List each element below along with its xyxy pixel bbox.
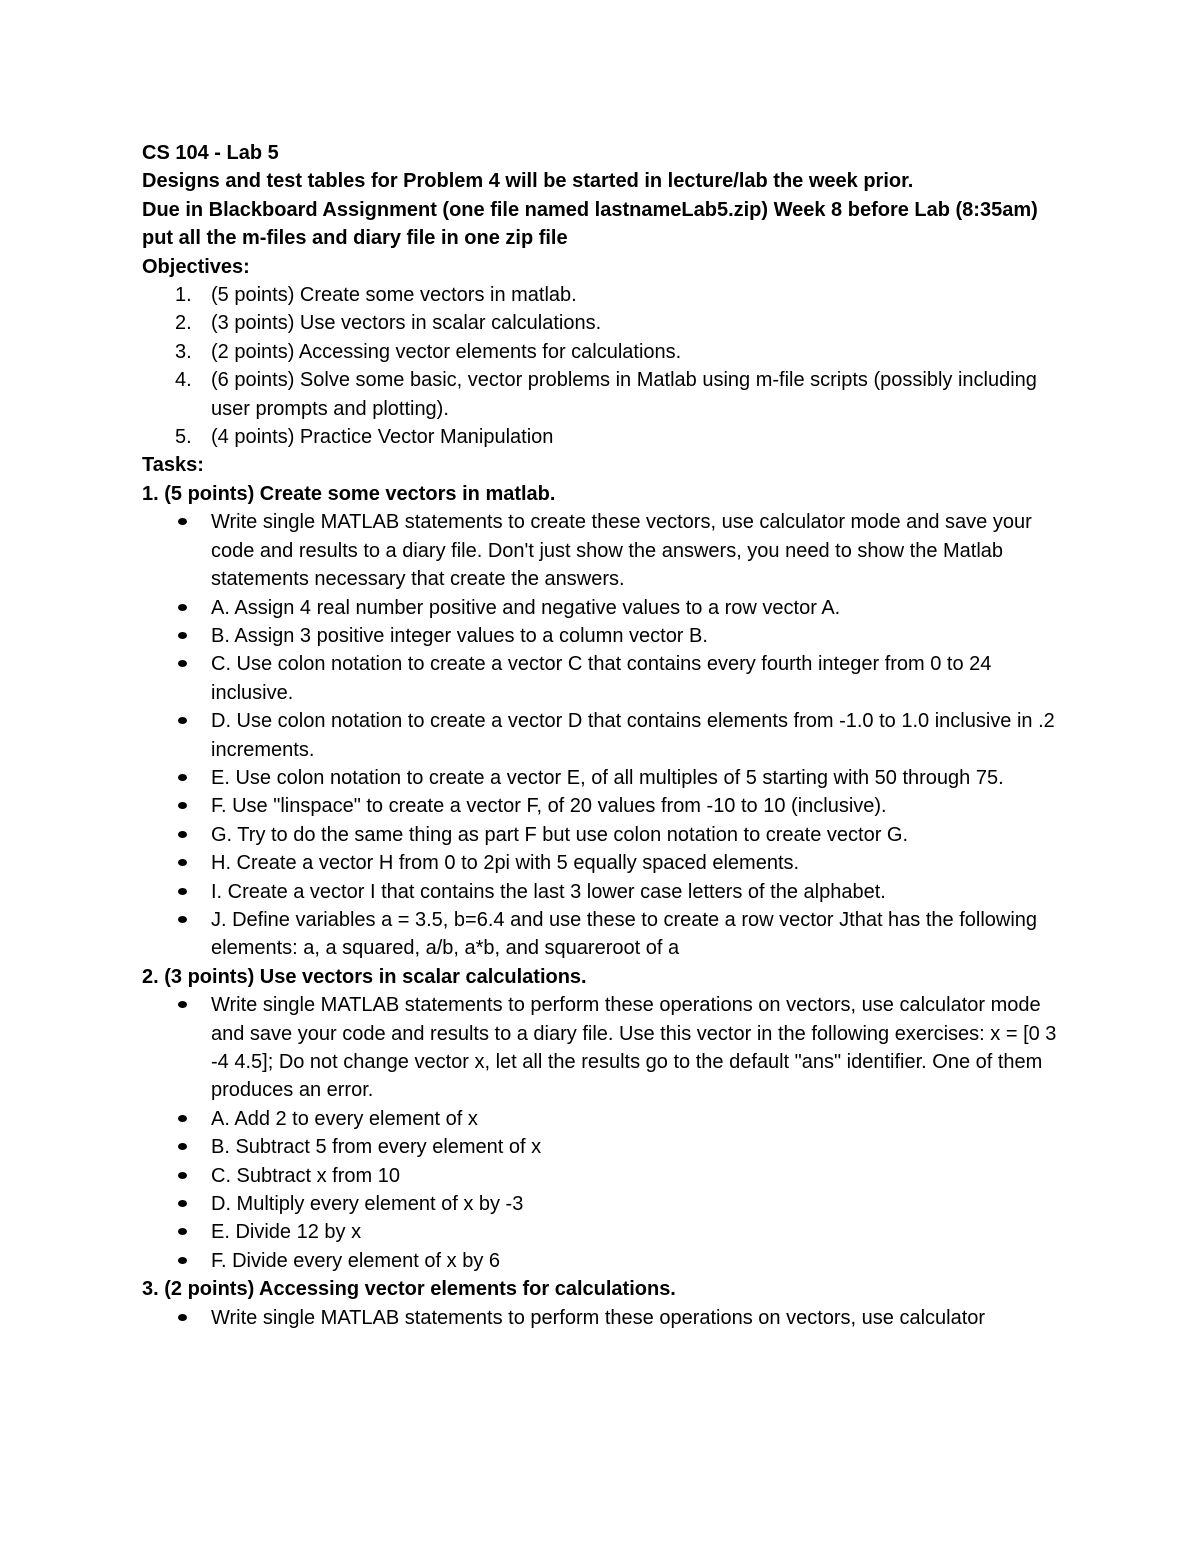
task1-item: C. Use colon notation to create a vector C that contains every fourth integer from 0 to 24 inclusive. [142, 650, 1062, 707]
task1-item: I. Create a vector I that contains the last 3 lower case letters of the alphabet. [142, 878, 1062, 906]
objective-item: 4. (6 points) Solve some basic, vector problems in Matlab using m-file scripts (possibly including user prompts and plotting). [175, 369, 1037, 420]
task2-item: A. Add 2 to every element of x [142, 1105, 1062, 1133]
bullet-icon [178, 802, 187, 809]
task3-item: Write single MATLAB statements to perform these operations on vectors, use calculator [142, 1304, 1062, 1332]
task2-heading: 2. (3 points) Use vectors in scalar calculations. [142, 965, 587, 988]
task1-item: D. Use colon notation to create a vector D that contains elements from -1.0 to 1.0 inclusive in .2 increments. [142, 707, 1062, 764]
task3-list [142, 1304, 1062, 1332]
task1-item: E. Use colon notation to create a vector E, of all multiples of 5 starting with 50 through 75. [142, 764, 1062, 792]
task2-item: C. Subtract x from 10 [142, 1162, 1062, 1190]
objective-item: 3. (2 points) Accessing vector elements for calculations. [175, 340, 682, 363]
task1-heading: 1. (5 points) Create some vectors in matlab. [142, 482, 556, 505]
bullet-icon [178, 660, 187, 667]
task1-item: A. Assign 4 real number positive and negative values to a row vector A. [142, 594, 1062, 622]
bullet-icon [178, 717, 187, 724]
task1-item: B. Assign 3 positive integer values to a column vector B. [142, 622, 1062, 650]
bullet-icon [178, 632, 187, 639]
bullet-icon [178, 774, 187, 781]
bullet-icon [178, 518, 187, 525]
objective-item: 1. (5 points) Create some vectors in matlab. [175, 284, 577, 307]
submission-note: put all the m-files and diary file in one zip file [142, 227, 568, 250]
bullet-icon [178, 859, 187, 866]
due-note: Due in Blackboard Assignment (one file named lastnameLab5.zip) Week 8 before Lab (8:35am) [142, 198, 1038, 221]
task1-list [142, 508, 1062, 963]
doc-title: CS 104 - Lab 5 [142, 142, 279, 164]
bullet-icon [178, 1001, 187, 1008]
task1-item: G. Try to do the same thing as part F but use colon notation to create vector G. [142, 821, 1062, 849]
task1-item: F. Use "linspace" to create a vector F, of 20 values from -10 to 10 (inclusive). [142, 792, 1062, 820]
tasks-heading: Tasks: [142, 454, 204, 477]
task2-item: F. Divide every element of x by 6 [142, 1247, 1062, 1275]
bullet-icon [178, 888, 187, 895]
task1-item: H. Create a vector H from 0 to 2pi with 5 equally spaced elements. [142, 849, 1062, 877]
objectives-list [142, 281, 1062, 451]
bullet-icon [178, 1257, 187, 1264]
bullet-icon [178, 916, 187, 923]
bullet-icon [178, 1314, 187, 1321]
bullet-icon [178, 1200, 187, 1207]
task2-item: D. Multiply every element of x by -3 [142, 1190, 1062, 1218]
task2-item: B. Subtract 5 from every element of x [142, 1133, 1062, 1161]
task2-item: Write single MATLAB statements to perform these operations on vectors, use calculator mode and save your code and results to a diary file. Use this vector in the following exercises: x = [0 3 -4 4.5]; Do not change vector x, let all the results go to the default "ans" identifier. One of them produces an error. [142, 991, 1062, 1105]
objectives-heading: Objectives: [142, 255, 250, 278]
objective-item: 2. (3 points) Use vectors in scalar calculations. [175, 312, 602, 335]
design-note: Designs and test tables for Problem 4 will be started in lecture/lab the week prior. [142, 170, 914, 193]
task2-item: E. Divide 12 by x [142, 1218, 1062, 1246]
task1-item: J. Define variables a = 3.5, b=6.4 and use these to create a row vector Jthat has the following elements: a, a squared, a/b, a*b, and squareroot of a [142, 906, 1062, 963]
bullet-icon [178, 1143, 187, 1150]
task1-item: Write single MATLAB statements to create these vectors, use calculator mode and save your code and results to a diary file. Don't just show the answers, you need to show the Matlab statements necessary that create the answers. [142, 508, 1062, 593]
task2-list [142, 991, 1062, 1275]
bullet-icon [178, 1172, 187, 1179]
document-body [142, 139, 1062, 1332]
objective-item: 5. (4 points) Practice Vector Manipulation [175, 426, 554, 449]
bullet-icon [178, 831, 187, 838]
bullet-icon [178, 604, 187, 611]
bullet-icon [178, 1228, 187, 1235]
task3-heading: 3. (2 points) Accessing vector elements for calculations. [142, 1278, 676, 1301]
bullet-icon [178, 1115, 187, 1122]
